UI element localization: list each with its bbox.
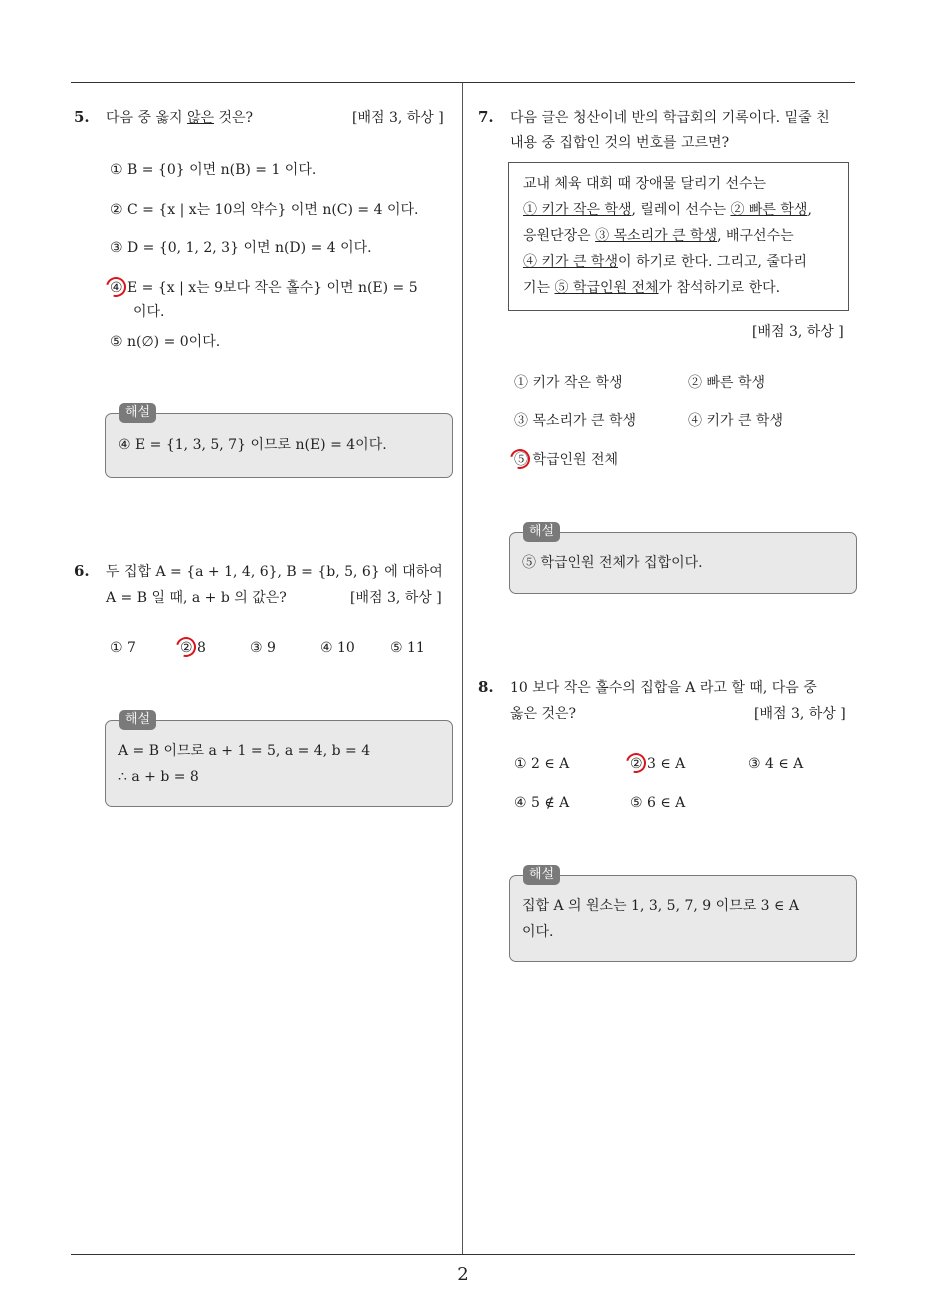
question-stem-line2: 옳은 것은?	[510, 706, 577, 722]
passage-box	[508, 162, 849, 311]
option-3[interactable]: ③ 4 ∈ A	[748, 756, 804, 772]
explanation-tag: 해설	[119, 403, 156, 423]
option-5[interactable]: ⑤ 6 ∈ A	[630, 795, 686, 811]
question-number: 6.	[74, 562, 90, 580]
option-4[interactable]: ④ E = {x | x는 9보다 작은 홀수} 이면 n(E) = 5	[110, 280, 418, 296]
passage-line-3: 응원단장은 ③ 목소리가 큰 학생, 배구선수는	[523, 228, 794, 244]
passage-line-4: ④ 키가 큰 학생이 하기로 한다. 그리고, 줄다리	[523, 254, 807, 270]
question-stem-line2: 내용 중 집합인 것의 번호를 고르면?	[510, 135, 730, 151]
explanation-line-1: 집합 A 의 원소는 1, 3, 5, 7, 9 이므로 3 ∈ A	[522, 898, 799, 914]
option-4[interactable]: ④ 키가 큰 학생	[688, 413, 783, 429]
explanation-box	[509, 532, 857, 594]
option-1[interactable]: ① 키가 작은 학생	[514, 375, 623, 391]
explanation-line-2: 이다.	[522, 924, 554, 940]
explanation-box	[509, 875, 857, 962]
question-stem: 다음 중 옳지 않은 것은?	[106, 110, 254, 126]
option-5[interactable]: ⑤ n(∅) = 0이다.	[110, 334, 221, 350]
score-label: [배점 3, 하상 ]	[352, 110, 444, 126]
option-4[interactable]: ④ 5 ∉ A	[514, 795, 570, 811]
question-number: 5.	[74, 108, 90, 126]
option-5[interactable]: ⑤ 학급인원 전체	[514, 452, 619, 468]
option-2[interactable]: ② 빠른 학생	[688, 375, 765, 391]
explanation-line-2: ∴ a + b = 8	[118, 769, 199, 785]
explanation-tag: 해설	[523, 522, 560, 542]
option-3[interactable]: ③ 9	[250, 640, 276, 656]
score-label: [배점 3, 하상 ]	[754, 706, 846, 722]
bottom-rule	[71, 1254, 855, 1255]
explanation-box	[105, 413, 453, 478]
question-number: 7.	[478, 108, 494, 126]
top-rule	[71, 82, 855, 83]
option-2[interactable]: ② 3 ∈ A	[630, 756, 686, 772]
option-4-continued: 이다.	[133, 304, 165, 320]
option-3[interactable]: ③ D = {0, 1, 2, 3} 이면 n(D) = 4 이다.	[110, 240, 372, 256]
option-1[interactable]: ① 2 ∈ A	[514, 756, 570, 772]
option-2[interactable]: ② C = {x | x는 10의 약수} 이면 n(C) = 4 이다.	[110, 202, 419, 218]
option-3[interactable]: ③ 목소리가 큰 학생	[514, 413, 637, 429]
explanation-text: ④ E = {1, 3, 5, 7} 이므로 n(E) = 4이다.	[118, 437, 387, 453]
passage-line-1: 교내 체육 대회 때 장애물 달리기 선수는	[523, 176, 767, 192]
explanation-tag: 해설	[119, 710, 156, 730]
question-stem: 두 집합 A = {a + 1, 4, 6}, B = {b, 5, 6} 에 대하여	[106, 564, 443, 580]
passage-line-2: ① 키가 작은 학생, 릴레이 선수는 ② 빠른 학생,	[523, 202, 812, 218]
option-4[interactable]: ④ 10	[320, 640, 355, 656]
passage-line-5: 기는 ⑤ 학급인원 전체가 참석하기로 한다.	[523, 280, 781, 296]
question-stem: 다음 글은 청산이네 반의 학급회의 기록이다. 밑줄 친	[510, 110, 830, 126]
page-number: 2	[457, 1264, 469, 1285]
option-1[interactable]: ① B = {0} 이면 n(B) = 1 이다.	[110, 162, 317, 178]
explanation-tag: 해설	[523, 865, 560, 885]
score-label: [배점 3, 하상 ]	[752, 324, 844, 340]
question-number: 8.	[478, 678, 494, 696]
option-2[interactable]: ② 8	[180, 640, 206, 656]
score-label: [배점 3, 하상 ]	[350, 590, 442, 606]
option-5[interactable]: ⑤ 11	[390, 640, 425, 656]
explanation-text: ⑤ 학급인원 전체가 집합이다.	[522, 555, 703, 571]
question-stem: 10 보다 작은 홀수의 집합을 A 라고 할 때, 다음 중	[510, 680, 817, 696]
question-stem-line2: A = B 일 때, a + b 의 값은?	[106, 590, 287, 606]
explanation-line-1: A = B 이므로 a + 1 = 5, a = 4, b = 4	[118, 743, 371, 759]
option-1[interactable]: ① 7	[110, 640, 136, 656]
column-divider	[462, 83, 463, 1254]
explanation-box	[105, 720, 453, 807]
